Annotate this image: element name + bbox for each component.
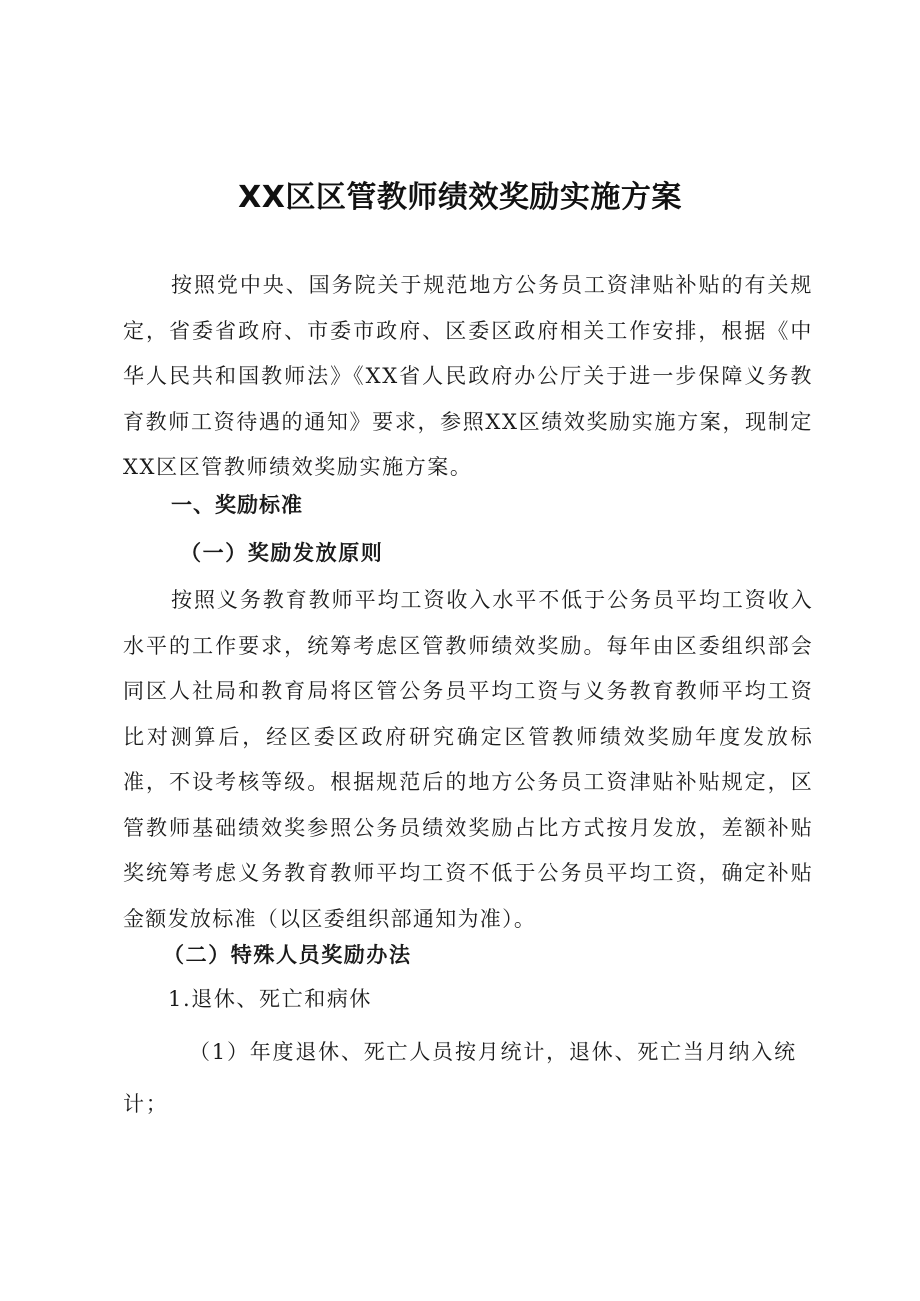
subsection-heading-principles: （一）奖励发放原则 bbox=[180, 540, 384, 565]
section-heading-reward-standard: 一、奖励标准 bbox=[171, 493, 303, 517]
item-heading-retirement: 1.退休、死亡和病休 bbox=[168, 987, 373, 1011]
subsection-heading-special-personnel: （二）特殊人员奖励办法 bbox=[163, 942, 412, 967]
item-sub-clause-1: （1）年度退休、死亡人员按月统计，退休、死亡当月纳入统计； bbox=[123, 1040, 797, 1116]
intro-paragraph: 按照党中央、国务院关于规范地方公务员工资津贴补贴的有关规定，省委省政府、市委市政府、区委区政府相关工作安排，根据《中华人民共和国教师法》《XX省人民政府办公厅关于进一步保障义务教育教师工资待遇的通知》要求，参照XX区绩效奖励实施方案，现制定XX区区管教师绩效奖励实施方案。 bbox=[123, 273, 813, 479]
document-title: XX区区管教师绩效奖励实施方案 bbox=[238, 180, 682, 215]
principles-paragraph: 按照义务教育教师平均工资收入水平不低于公务员平均工资收入水平的工作要求，统筹考虑区管教师绩效奖励。每年由区委组织部会同区人社局和教育局将区管公务员平均工资与义务教育教师平均工资比对测算后，经区委区政府研究确定区管教师绩效奖励年度发放标准，不设考核等级。根据规范后的地方公务员工资津贴补贴规定，区管教师基础绩效奖参照公务员绩效奖励占比方式按月发放，差额补贴奖统筹考虑义务教育教师平均工资不低于公务员平均工资，确定补贴金额发放标准（以区委组织部通知为准）。 bbox=[123, 588, 813, 931]
